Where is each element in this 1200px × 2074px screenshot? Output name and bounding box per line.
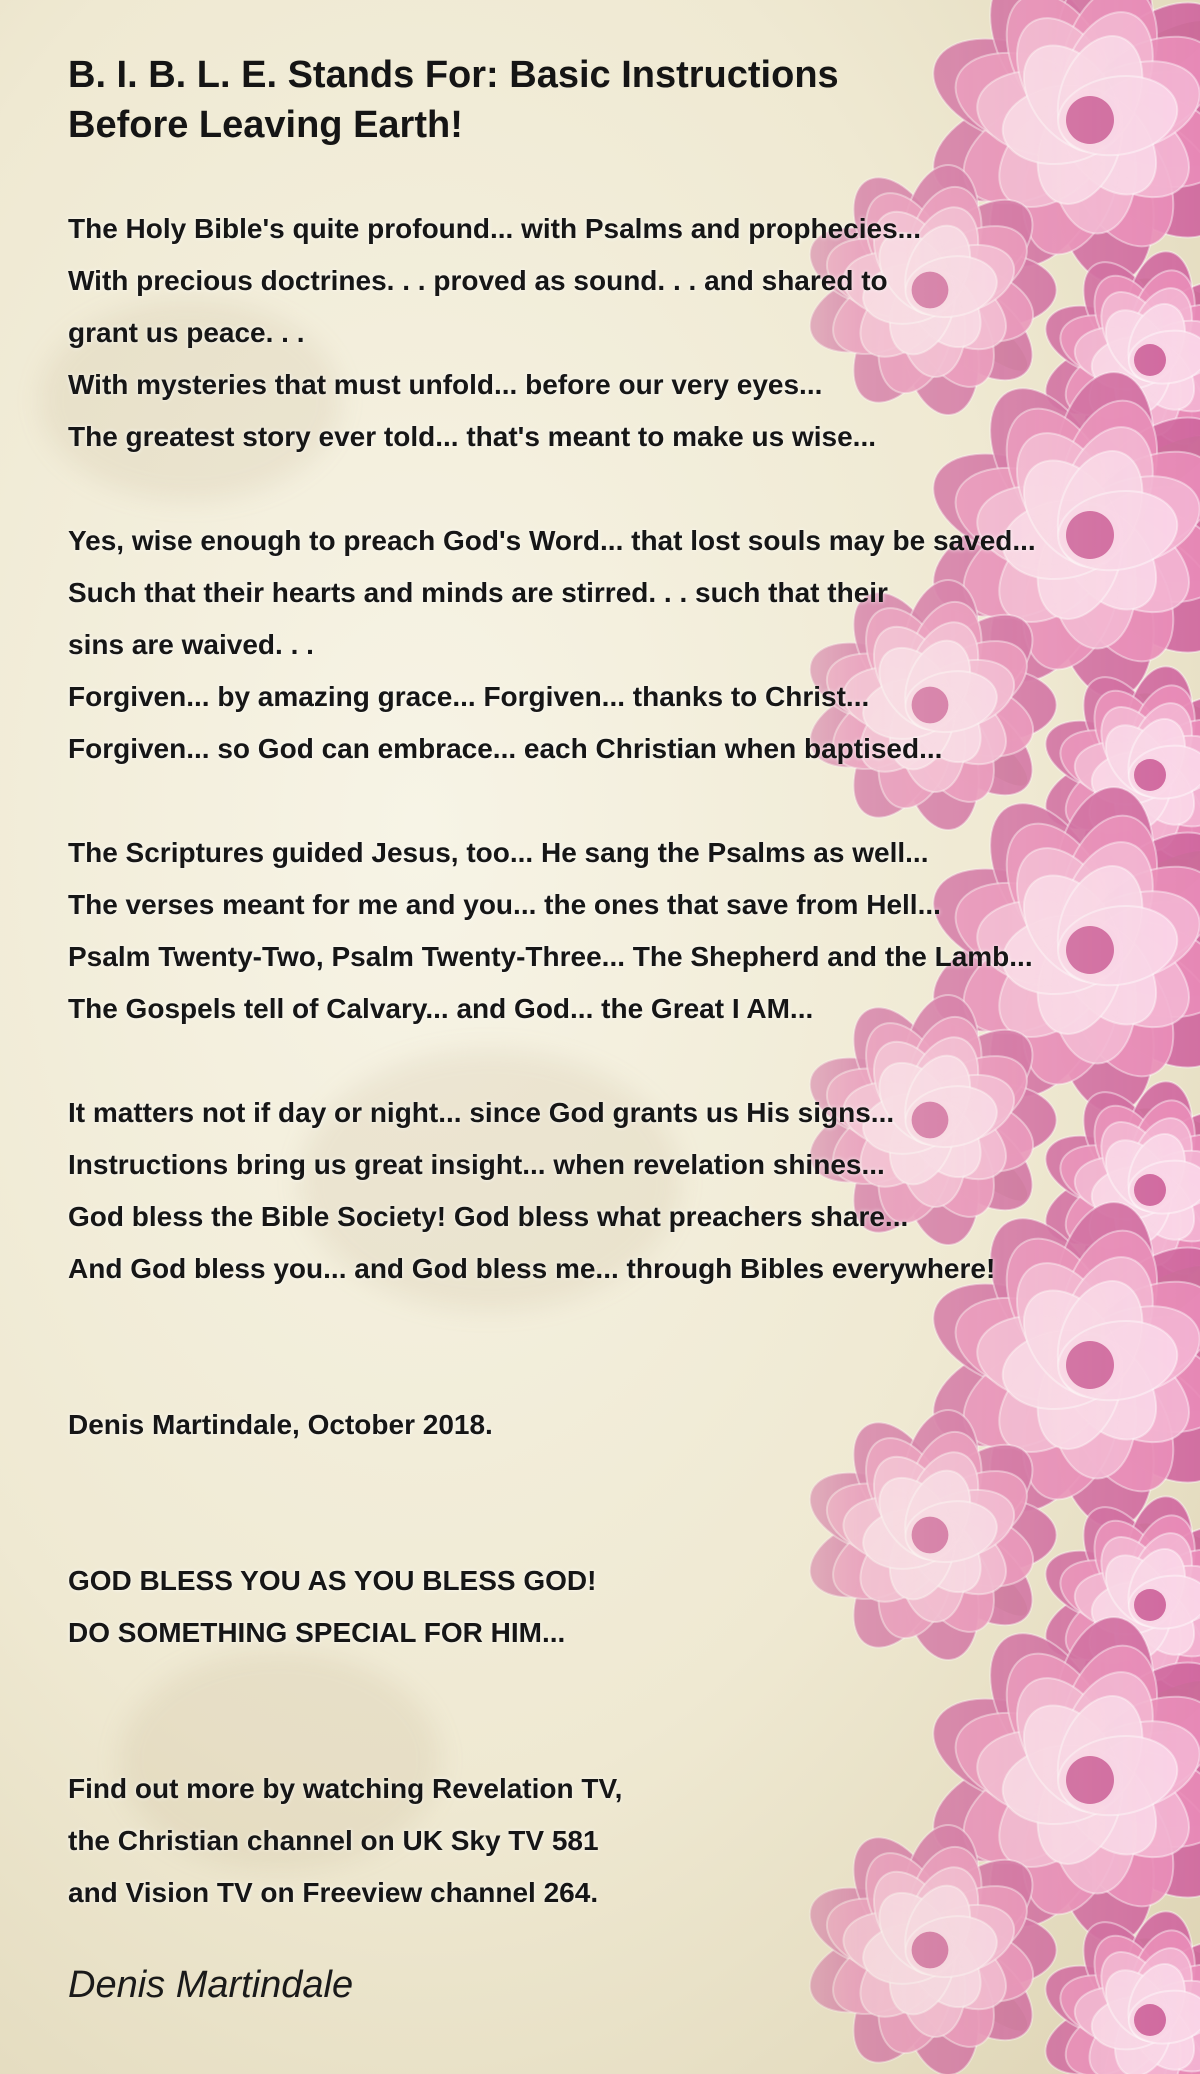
poem-line: Forgiven... so God can embrace... each Christian when baptised... (68, 733, 943, 764)
poem-stanza-4 (68, 1087, 1188, 1295)
poem-line: The Gospels tell of Calvary... and God... the Great I AM... (68, 993, 814, 1024)
poem-line: The verses meant for me and you... the ones that save from Hell... (68, 889, 941, 920)
poem-line: Instructions bring us great insight... when revelation shines... (68, 1149, 885, 1180)
poem-line: grant us peace. . . (68, 317, 305, 348)
poem-line: Psalm Twenty-Two, Psalm Twenty-Three... The Shepherd and the Lamb... (68, 941, 1033, 972)
poem-line: Forgiven... by amazing grace... Forgiven... thanks to Christ... (68, 681, 870, 712)
poem-stanza-3 (68, 827, 1188, 1035)
poem-line: With mysteries that must unfold... before our very eyes... (68, 369, 823, 400)
poem-title (68, 50, 1188, 150)
poem-line: And God bless you... and God bless me... through Bibles everywhere! (68, 1253, 996, 1284)
poem-line: sins are waived. . . (68, 629, 314, 660)
poem-line: With precious doctrines. . . proved as sound. . . and shared to (68, 265, 888, 296)
poem-stanza-2 (68, 515, 1188, 775)
poem-title-line: B. I. B. L. E. Stands For: Basic Instructions (68, 54, 839, 96)
poem-text-column (68, 50, 1188, 2011)
promo-line: the Christian channel on UK Sky TV 581 (68, 1825, 599, 1856)
blessing-line: DO SOMETHING SPECIAL FOR HIM... (68, 1617, 566, 1648)
poem-stanza-1 (68, 203, 1188, 463)
poem-line: Yes, wise enough to preach God's Word... that lost souls may be saved... (68, 525, 1036, 556)
poem-line: It matters not if day or night... since God grants us His signs... (68, 1097, 895, 1128)
promo-line: Find out more by watching Revelation TV, (68, 1773, 623, 1804)
author-signature: Denis Martindale (68, 1964, 354, 2006)
poem-title-line: Before Leaving Earth! (68, 104, 463, 146)
poem-line: Such that their hearts and minds are stirred. . . such that their (68, 577, 888, 608)
blessing-block (68, 1555, 1188, 1659)
promo-line: and Vision TV on Freeview channel 264. (68, 1877, 599, 1908)
poem-line: The Holy Bible's quite profound... with Psalms and prophecies... (68, 213, 921, 244)
blessing-line: GOD BLESS YOU AS YOU BLESS GOD! (68, 1565, 597, 1596)
poem-line: The Scriptures guided Jesus, too... He sang the Psalms as well... (68, 837, 929, 868)
poem-line: God bless the Bible Society! God bless what preachers share... (68, 1201, 909, 1232)
promo-block (68, 1763, 1188, 1919)
poem-signoff: Denis Martindale, October 2018. (68, 1409, 493, 1440)
poem-line: The greatest story ever told... that's meant to make us wise... (68, 421, 877, 452)
